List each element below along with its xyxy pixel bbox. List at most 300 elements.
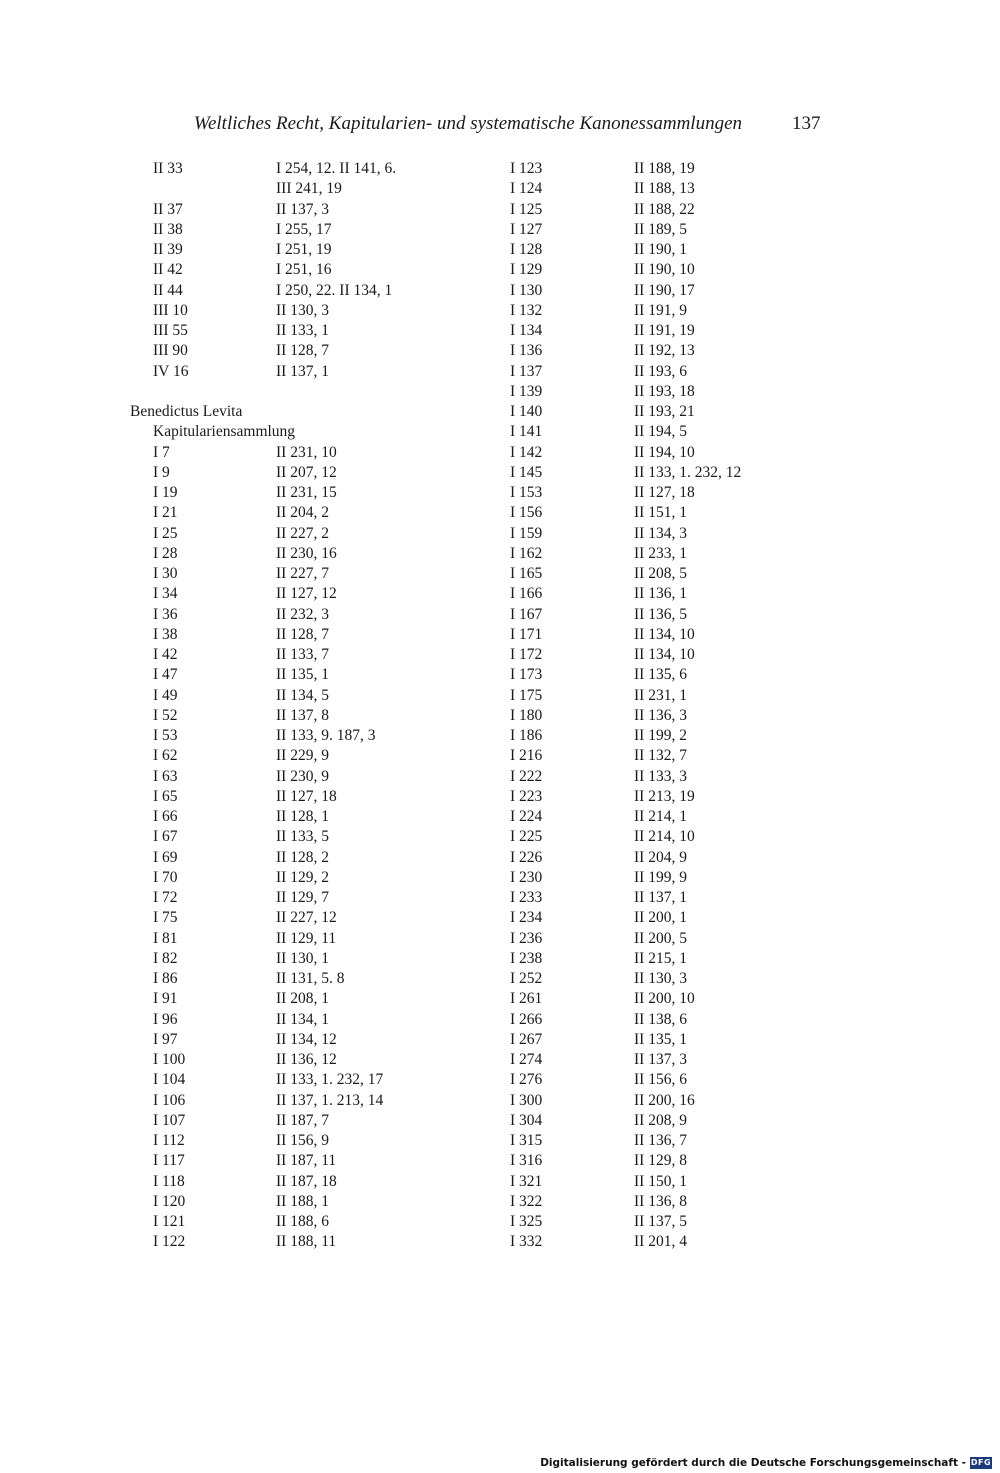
entry-location: I 254, 12. II 141, 6. bbox=[276, 160, 397, 177]
entry-location: II 231, 10 bbox=[276, 443, 337, 461]
index-entry bbox=[510, 665, 810, 685]
index-entry bbox=[510, 200, 810, 220]
digitization-footer bbox=[540, 1457, 992, 1469]
entry-location: II 208, 1 bbox=[276, 990, 329, 1008]
entry-location: II 190, 1 bbox=[634, 241, 687, 258]
entry-location: II 151, 1 bbox=[634, 504, 687, 522]
entry-reference: I 7 bbox=[153, 443, 170, 461]
index-entry bbox=[130, 645, 470, 665]
entry-location: II 214, 10 bbox=[634, 828, 695, 846]
entry-location: II 204, 2 bbox=[276, 504, 329, 522]
entry-reference: I 139 bbox=[510, 382, 543, 400]
entry-location: II 129, 7 bbox=[276, 889, 329, 906]
entry-reference: I 274 bbox=[510, 1051, 543, 1068]
entry-location: II 199, 9 bbox=[634, 868, 687, 886]
entry-reference: III 10 bbox=[153, 301, 188, 319]
entry-reference: I 96 bbox=[153, 1010, 178, 1028]
index-entry bbox=[130, 341, 470, 361]
index-entry bbox=[510, 1010, 810, 1030]
entry-location: II 136, 3 bbox=[634, 706, 687, 724]
entry-reference: I 186 bbox=[510, 727, 543, 744]
entry-reference: I 140 bbox=[510, 403, 543, 420]
entry-location: II 200, 5 bbox=[634, 929, 687, 947]
index-entry bbox=[510, 281, 810, 301]
entry-reference: I 216 bbox=[510, 747, 543, 765]
entry-reference: II 37 bbox=[153, 200, 183, 218]
entry-location: II 231, 15 bbox=[276, 484, 337, 501]
index-entry bbox=[130, 989, 470, 1009]
entry-reference: I 322 bbox=[510, 1192, 543, 1210]
index-entry bbox=[510, 908, 810, 928]
entry-location: II 229, 9 bbox=[276, 747, 329, 765]
index-entry bbox=[130, 1050, 470, 1070]
entry-location: II 134, 12 bbox=[276, 1030, 337, 1048]
index-entry bbox=[510, 706, 810, 726]
entry-reference: I 53 bbox=[153, 727, 178, 744]
index-entry bbox=[130, 868, 470, 888]
index-entry bbox=[130, 362, 470, 382]
entry-location: II 231, 1 bbox=[634, 686, 687, 704]
entry-reference: II 38 bbox=[153, 220, 183, 238]
index-entry bbox=[130, 767, 470, 787]
entry-location: II 189, 5 bbox=[634, 220, 687, 238]
entry-reference: I 175 bbox=[510, 686, 543, 704]
entry-reference: I 316 bbox=[510, 1152, 543, 1170]
index-entry bbox=[510, 1030, 810, 1050]
entry-location: II 133, 7 bbox=[276, 646, 329, 663]
index-entry bbox=[130, 1232, 470, 1252]
entry-location: II 136, 7 bbox=[634, 1132, 687, 1149]
entry-location: II 129, 8 bbox=[634, 1152, 687, 1170]
index-entry bbox=[510, 605, 810, 625]
entry-reference: I 65 bbox=[153, 787, 178, 805]
entry-reference: I 137 bbox=[510, 362, 543, 380]
entry-location: II 200, 1 bbox=[634, 909, 687, 927]
entry-location: II 204, 9 bbox=[634, 848, 687, 866]
entry-location: II 131, 5. 8 bbox=[276, 970, 345, 987]
index-entry bbox=[130, 301, 470, 321]
index-entry bbox=[510, 443, 810, 463]
entry-reference: I 304 bbox=[510, 1111, 543, 1129]
index-entry bbox=[130, 1030, 470, 1050]
page-header bbox=[0, 113, 1000, 143]
index-entry bbox=[510, 321, 810, 341]
entry-reference: I 36 bbox=[153, 605, 178, 623]
entry-location: II 133, 1. 232, 12 bbox=[634, 463, 742, 481]
entry-reference: I 171 bbox=[510, 625, 543, 643]
entry-location: II 214, 1 bbox=[634, 808, 687, 825]
index-entry bbox=[130, 443, 470, 463]
entry-location: II 191, 9 bbox=[634, 301, 687, 319]
index-entry bbox=[130, 1131, 470, 1151]
index-entry bbox=[130, 260, 470, 280]
entry-location: II 128, 1 bbox=[276, 808, 329, 825]
entry-reference: I 72 bbox=[153, 889, 178, 906]
entry-reference: I 67 bbox=[153, 828, 178, 846]
index-entry bbox=[510, 807, 810, 827]
index-entry bbox=[510, 1232, 810, 1252]
entry-reference: I 233 bbox=[510, 889, 543, 906]
entry-reference: II 33 bbox=[153, 160, 183, 177]
entry-reference: I 236 bbox=[510, 929, 543, 947]
index-entry bbox=[130, 787, 470, 807]
index-entry bbox=[130, 908, 470, 928]
index-entry bbox=[510, 929, 810, 949]
entry-location: II 227, 2 bbox=[276, 524, 329, 542]
entry-reference: III 55 bbox=[153, 322, 188, 339]
index-entry bbox=[130, 544, 470, 564]
entry-reference: I 129 bbox=[510, 261, 543, 279]
entry-reference: I 142 bbox=[510, 443, 543, 461]
index-entry bbox=[510, 483, 810, 503]
entry-location: II 188, 22 bbox=[634, 200, 695, 218]
index-entry bbox=[510, 159, 810, 179]
entry-location: II 129, 11 bbox=[276, 929, 337, 947]
entry-reference: I 52 bbox=[153, 706, 178, 724]
index-entry bbox=[510, 1131, 810, 1151]
entry-reference: I 167 bbox=[510, 605, 543, 623]
entry-reference: I 9 bbox=[153, 463, 170, 481]
entry-reference: I 34 bbox=[153, 585, 178, 603]
entry-location: II 138, 6 bbox=[634, 1010, 687, 1028]
index-entry bbox=[130, 524, 470, 544]
index-entry bbox=[510, 1192, 810, 1212]
entry-reference: I 230 bbox=[510, 868, 543, 886]
entry-location: II 193, 6 bbox=[634, 362, 687, 380]
entry-reference: I 21 bbox=[153, 504, 178, 522]
entry-location: II 137, 5 bbox=[634, 1213, 687, 1230]
entry-reference: II 44 bbox=[153, 281, 183, 299]
entry-location: II 127, 18 bbox=[634, 484, 695, 501]
entry-location: II 136, 5 bbox=[634, 605, 687, 623]
index-column-right bbox=[510, 159, 810, 1253]
entry-reference: I 62 bbox=[153, 747, 178, 765]
entry-reference: I 321 bbox=[510, 1172, 543, 1190]
index-entry bbox=[510, 645, 810, 665]
index-entry bbox=[510, 301, 810, 321]
page-number: 137 bbox=[792, 113, 821, 134]
entry-location: II 190, 10 bbox=[634, 261, 695, 279]
footer-text: Digitalisierung gefördert durch die Deutsche Forschungsgemeinschaft - bbox=[540, 1457, 966, 1469]
index-entry bbox=[130, 1151, 470, 1171]
dfg-logo: DFG bbox=[970, 1458, 992, 1467]
entry-reference: I 42 bbox=[153, 646, 178, 663]
entry-location: II 188, 11 bbox=[276, 1233, 337, 1251]
index-entry bbox=[510, 868, 810, 888]
index-entry bbox=[130, 321, 470, 341]
index-entry bbox=[130, 281, 470, 301]
index-entry bbox=[130, 969, 470, 989]
index-entry bbox=[510, 767, 810, 787]
entry-location: II 188, 6 bbox=[276, 1213, 329, 1230]
entry-location: II 132, 7 bbox=[634, 747, 687, 765]
entry-location: II 135, 1 bbox=[276, 666, 329, 684]
entry-location: II 137, 1. 213, 14 bbox=[276, 1091, 384, 1109]
entry-location: II 227, 7 bbox=[276, 565, 329, 582]
entry-reference: I 325 bbox=[510, 1213, 543, 1230]
entry-location: II 208, 5 bbox=[634, 565, 687, 582]
entry-location: II 134, 3 bbox=[634, 524, 687, 542]
section-heading: Benedictus Levita bbox=[130, 403, 243, 420]
entry-reference: I 261 bbox=[510, 990, 543, 1008]
index-entry bbox=[510, 463, 810, 483]
entry-reference: I 145 bbox=[510, 463, 543, 481]
index-entry bbox=[510, 1091, 810, 1111]
entry-reference: I 19 bbox=[153, 484, 178, 501]
index-entry bbox=[510, 989, 810, 1009]
entry-reference: I 69 bbox=[153, 848, 178, 866]
index-entry bbox=[510, 1212, 810, 1232]
entry-location: II 193, 21 bbox=[634, 403, 695, 420]
entry-location: II 129, 2 bbox=[276, 868, 329, 886]
entry-reference: I 173 bbox=[510, 666, 543, 684]
index-entry bbox=[510, 726, 810, 746]
entry-reference: I 112 bbox=[153, 1132, 185, 1149]
index-entry bbox=[130, 564, 470, 584]
entry-reference: I 226 bbox=[510, 848, 543, 866]
index-entry bbox=[130, 1212, 470, 1232]
index-entry bbox=[510, 1151, 810, 1171]
index-entry bbox=[510, 564, 810, 584]
entry-location: II 137, 1 bbox=[276, 362, 329, 380]
entry-reference: I 47 bbox=[153, 666, 178, 684]
entry-reference: I 315 bbox=[510, 1132, 543, 1149]
entry-location: II 188, 13 bbox=[634, 180, 695, 198]
entry-reference: I 156 bbox=[510, 504, 543, 522]
index-entry bbox=[130, 382, 470, 402]
entry-reference: I 172 bbox=[510, 646, 543, 663]
index-entry bbox=[510, 402, 810, 422]
index-entry bbox=[510, 1172, 810, 1192]
entry-location: II 133, 1 bbox=[276, 322, 329, 339]
entry-location: II 134, 10 bbox=[634, 646, 695, 663]
section-subheading-row bbox=[130, 422, 470, 442]
entry-reference: I 141 bbox=[510, 423, 543, 441]
entry-reference: I 130 bbox=[510, 281, 543, 299]
entry-reference: I 234 bbox=[510, 909, 543, 927]
entry-location: II 230, 16 bbox=[276, 544, 337, 562]
entry-reference: I 82 bbox=[153, 949, 178, 967]
entry-reference: I 222 bbox=[510, 767, 543, 785]
index-entry bbox=[510, 422, 810, 442]
entry-reference: I 70 bbox=[153, 868, 178, 886]
entry-location: II 187, 7 bbox=[276, 1111, 329, 1129]
entry-location: II 128, 2 bbox=[276, 848, 329, 866]
index-entry bbox=[130, 929, 470, 949]
entry-location: II 137, 1 bbox=[634, 889, 687, 906]
entry-location: II 134, 5 bbox=[276, 686, 329, 704]
entry-reference: I 300 bbox=[510, 1091, 543, 1109]
entry-reference: I 225 bbox=[510, 828, 543, 846]
index-entry bbox=[510, 686, 810, 706]
entry-reference: I 49 bbox=[153, 686, 178, 704]
entry-reference: I 127 bbox=[510, 220, 543, 238]
entry-reference: I 97 bbox=[153, 1030, 178, 1048]
index-entry bbox=[510, 969, 810, 989]
entry-location: II 208, 9 bbox=[634, 1111, 687, 1129]
entry-location: II 193, 18 bbox=[634, 382, 695, 400]
index-entry bbox=[510, 382, 810, 402]
entry-reference: I 238 bbox=[510, 949, 543, 967]
entry-location: II 188, 1 bbox=[276, 1192, 329, 1210]
index-entry bbox=[130, 1192, 470, 1212]
entry-location: II 200, 16 bbox=[634, 1091, 695, 1109]
entry-reference: I 223 bbox=[510, 787, 543, 805]
entry-reference: I 66 bbox=[153, 808, 178, 825]
index-entry bbox=[130, 179, 470, 199]
entry-reference: I 224 bbox=[510, 808, 543, 825]
entry-location: II 136, 1 bbox=[634, 585, 687, 603]
index-entry bbox=[510, 584, 810, 604]
entry-location: II 134, 10 bbox=[634, 625, 695, 643]
entry-reference: I 132 bbox=[510, 301, 543, 319]
entry-reference: I 106 bbox=[153, 1091, 186, 1109]
entry-location: II 128, 7 bbox=[276, 625, 329, 643]
entry-reference: I 30 bbox=[153, 565, 178, 582]
entry-reference: I 118 bbox=[153, 1172, 185, 1190]
index-entry bbox=[130, 686, 470, 706]
index-entry bbox=[130, 949, 470, 969]
index-entry bbox=[510, 888, 810, 908]
entry-location: II 233, 1 bbox=[634, 544, 687, 562]
index-entry bbox=[130, 827, 470, 847]
entry-reference: I 134 bbox=[510, 322, 543, 339]
entry-location: II 150, 1 bbox=[634, 1172, 687, 1190]
entry-reference: I 107 bbox=[153, 1111, 186, 1129]
entry-location: II 191, 19 bbox=[634, 322, 695, 339]
entry-location: II 133, 3 bbox=[634, 767, 687, 785]
index-entry bbox=[130, 1111, 470, 1131]
entry-reference: II 42 bbox=[153, 261, 183, 279]
index-entry bbox=[510, 362, 810, 382]
entry-location: II 135, 1 bbox=[634, 1030, 687, 1048]
index-entry bbox=[510, 341, 810, 361]
entry-reference: I 28 bbox=[153, 544, 178, 562]
index-entry bbox=[130, 240, 470, 260]
index-column-left bbox=[130, 159, 470, 1253]
entry-location: II 137, 3 bbox=[276, 200, 329, 218]
entry-reference: I 159 bbox=[510, 524, 543, 542]
index-entry bbox=[130, 200, 470, 220]
index-entry bbox=[130, 220, 470, 240]
index-entry bbox=[130, 625, 470, 645]
index-entry bbox=[510, 827, 810, 847]
entry-location: II 194, 5 bbox=[634, 423, 687, 441]
running-title: Weltliches Recht, Kapitularien- und systematische Kanonessammlungen bbox=[193, 113, 742, 134]
index-entry bbox=[510, 220, 810, 240]
entry-reference: I 267 bbox=[510, 1030, 543, 1048]
index-entry bbox=[130, 706, 470, 726]
entry-reference: I 117 bbox=[153, 1152, 185, 1170]
entry-location: I 250, 22. II 134, 1 bbox=[276, 281, 393, 299]
entry-reference: I 162 bbox=[510, 544, 543, 562]
entry-reference: I 38 bbox=[153, 625, 178, 643]
entry-location: II 207, 12 bbox=[276, 463, 337, 481]
index-entry bbox=[130, 848, 470, 868]
entry-reference: I 122 bbox=[153, 1233, 186, 1251]
index-entry bbox=[510, 848, 810, 868]
entry-location: II 133, 9. 187, 3 bbox=[276, 727, 376, 744]
index-entry bbox=[130, 888, 470, 908]
entry-reference: I 81 bbox=[153, 929, 178, 947]
entry-location: II 187, 11 bbox=[276, 1152, 337, 1170]
entry-location: II 213, 19 bbox=[634, 787, 695, 805]
entry-location: II 128, 7 bbox=[276, 342, 329, 360]
section-subheading: Kapitulariensammlung bbox=[153, 423, 296, 441]
index-entry bbox=[510, 240, 810, 260]
index-entry bbox=[510, 625, 810, 645]
entry-reference: I 153 bbox=[510, 484, 543, 501]
entry-reference: I 180 bbox=[510, 706, 543, 724]
entry-reference: I 121 bbox=[153, 1213, 186, 1230]
entry-reference: I 124 bbox=[510, 180, 543, 198]
index-entry bbox=[130, 746, 470, 766]
entry-location: I 255, 17 bbox=[276, 220, 332, 238]
entry-reference: I 166 bbox=[510, 585, 543, 603]
index-entry bbox=[130, 726, 470, 746]
entry-location: II 136, 12 bbox=[276, 1051, 337, 1068]
index-entry bbox=[130, 665, 470, 685]
entry-reference: I 120 bbox=[153, 1192, 186, 1210]
entry-location: II 127, 18 bbox=[276, 787, 337, 805]
entry-reference: I 266 bbox=[510, 1010, 543, 1028]
entry-location: II 134, 1 bbox=[276, 1010, 329, 1028]
index-entry bbox=[510, 746, 810, 766]
entry-reference: I 128 bbox=[510, 241, 543, 258]
entry-location: II 156, 6 bbox=[634, 1071, 687, 1089]
entry-location: II 200, 10 bbox=[634, 990, 695, 1008]
entry-reference: I 75 bbox=[153, 909, 178, 927]
entry-location: I 251, 19 bbox=[276, 241, 332, 258]
entry-reference: I 276 bbox=[510, 1071, 543, 1089]
index-entry bbox=[510, 503, 810, 523]
index-entry bbox=[130, 807, 470, 827]
entry-location: II 137, 8 bbox=[276, 706, 329, 724]
index-entry bbox=[130, 463, 470, 483]
entry-reference: IV 16 bbox=[153, 362, 189, 380]
index-entry bbox=[510, 544, 810, 564]
index-entry bbox=[510, 1070, 810, 1090]
entry-reference: II 39 bbox=[153, 241, 183, 258]
index-entry bbox=[510, 179, 810, 199]
entry-location: II 135, 6 bbox=[634, 666, 687, 684]
entry-reference: III 90 bbox=[153, 342, 188, 360]
index-entry bbox=[130, 1091, 470, 1111]
entry-reference: I 123 bbox=[510, 160, 543, 177]
entry-reference: I 252 bbox=[510, 970, 543, 987]
index-entry bbox=[130, 1172, 470, 1192]
entry-location: II 156, 9 bbox=[276, 1132, 329, 1149]
entry-location: II 232, 3 bbox=[276, 605, 329, 623]
index-entry bbox=[130, 584, 470, 604]
entry-reference: I 86 bbox=[153, 970, 178, 987]
entry-location: II 192, 13 bbox=[634, 342, 695, 360]
entry-location: II 215, 1 bbox=[634, 949, 687, 967]
index-entry bbox=[130, 605, 470, 625]
entry-location: III 241, 19 bbox=[276, 180, 342, 198]
index-entry bbox=[130, 1070, 470, 1090]
entry-reference: I 100 bbox=[153, 1051, 186, 1068]
entry-reference: I 25 bbox=[153, 524, 178, 542]
entry-reference: I 91 bbox=[153, 990, 178, 1008]
entry-location: II 230, 9 bbox=[276, 767, 329, 785]
entry-reference: I 332 bbox=[510, 1233, 543, 1251]
entry-location: II 130, 3 bbox=[634, 970, 687, 987]
entry-location: II 190, 17 bbox=[634, 281, 695, 299]
entry-reference: I 104 bbox=[153, 1071, 186, 1089]
entry-location: II 133, 1. 232, 17 bbox=[276, 1071, 384, 1089]
index-entry bbox=[510, 787, 810, 807]
